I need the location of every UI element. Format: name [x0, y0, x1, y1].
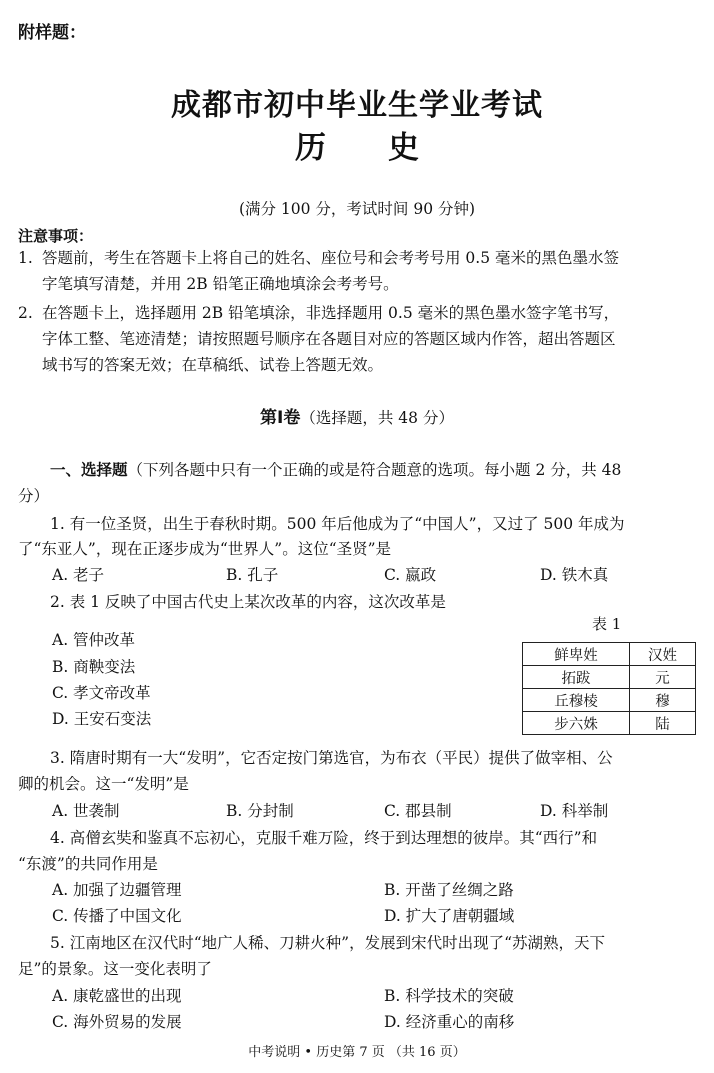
q1-option-d: D. 铁木真: [540, 566, 609, 584]
note-2-number: 2.: [18, 304, 33, 322]
section-label: 第Ⅰ卷: [260, 408, 301, 428]
q5-option-c: C. 海外贸易的发展: [52, 1013, 182, 1031]
table-row: [523, 666, 696, 689]
q2-option-c: C. 孝文帝改革: [52, 684, 151, 702]
q1-stem-line-1: 1. 有一位圣贤，出生于春秋时期。500 年后他成为了“中国人”，又过了 500 年成为: [50, 515, 625, 533]
note-1-line-1: 答题前，考生在答题卡上将自己的姓名、座位号和会考考号用 0.5 毫米的黑色墨水签: [42, 249, 620, 267]
score-info: (满分 100 分，考试时间 90 分钟): [238, 200, 476, 218]
q3-option-d: D. 科举制: [540, 802, 609, 820]
q5-option-a: A. 康乾盛世的出现: [52, 987, 182, 1005]
q1-option-b: B. 孔子: [226, 566, 279, 584]
table-header-row: [523, 643, 696, 666]
notes-heading: 注意事项：: [18, 227, 94, 245]
part-1-heading: [50, 457, 621, 483]
table-cell: 丘穆棱: [523, 689, 630, 712]
table-1-caption: 表 1: [592, 615, 622, 633]
q3-stem-line-1: 3. 隋唐时期有一大“发明”，它否定按门第选官，为布衣（平民）提供了做宰相、公: [50, 749, 613, 767]
table-row: [523, 689, 696, 712]
table-cell: 穆: [630, 689, 696, 712]
q4-option-a: A. 加强了边疆管理: [52, 881, 182, 899]
note-1-number: 1.: [18, 249, 33, 267]
q2-option-b: B. 商鞅变法: [52, 658, 136, 676]
section-title: [0, 405, 714, 431]
note-2-line-3: 域书写的答案无效；在草稿纸、试卷上答题无效。: [42, 356, 384, 374]
subject-title: 历 史: [295, 130, 419, 166]
exam-title: 成都市初中毕业生学业考试: [171, 88, 543, 123]
q3-option-b: B. 分封制: [226, 802, 294, 820]
q4-option-d: D. 扩大了唐朝疆域: [384, 907, 515, 925]
q5-option-b: B. 科学技术的突破: [384, 987, 514, 1005]
q3-option-a: A. 世袭制: [52, 802, 120, 820]
note-1-line-2: 字笔填写清楚，并用 2B 铅笔正确地填涂会考考号。: [42, 275, 399, 293]
sample-label: 附样题：: [18, 23, 86, 43]
table-header-cell: 汉姓: [630, 643, 696, 666]
q4-option-b: B. 开凿了丝绸之路: [384, 881, 514, 899]
page-footer: 中考说明 • 历史第 7 页 （共 16 页）: [248, 1045, 466, 1060]
table-cell: 元: [630, 666, 696, 689]
q2-stem: 2. 表 1 反映了中国古代史上某次改革的内容，这次改革是: [50, 593, 446, 611]
q2-option-a: A. 管仲改革: [52, 631, 136, 649]
q1-stem-line-2: 了“东亚人”，现在正逐步成为“世界人”。这位“圣贤”是: [18, 540, 392, 558]
q4-stem-line-1: 4. 高僧玄奘和鉴真不忘初心，克服千难万险，终于到达理想的彼岸。其“西行”和: [50, 829, 598, 847]
q5-stem-line-2: 足”的景象。这一变化表明了: [18, 960, 212, 978]
q4-stem-line-2: “东渡”的共同作用是: [18, 855, 158, 873]
table-cell: 陆: [630, 712, 696, 735]
q5-stem-line-1: 5. 江南地区在汉代时“地广人稀、刀耕火种”，发展到宋代时出现了“苏湖熟，天下: [50, 934, 605, 952]
q1-option-a: A. 老子: [52, 566, 105, 584]
table-1: [522, 642, 696, 735]
note-2-line-2: 字体工整、笔迹清楚；请按照题号顺序在各题目对应的答题区域内作答，超出答题区: [42, 330, 616, 348]
q5-option-d: D. 经济重心的南移: [384, 1013, 515, 1031]
q3-stem-line-2: 卿的机会。这一“发明”是: [18, 775, 189, 793]
table-row: [523, 712, 696, 735]
table-cell: 拓跋: [523, 666, 630, 689]
table-header-cell: 鲜卑姓: [523, 643, 630, 666]
note-2-line-1: 在答题卡上，选择题用 2B 铅笔填涂，非选择题用 0.5 毫米的黑色墨水签字笔书写，: [42, 304, 620, 322]
q4-option-c: C. 传播了中国文化: [52, 907, 182, 925]
table-cell: 步六姝: [523, 712, 630, 735]
q3-option-c: C. 郡县制: [384, 802, 452, 820]
part-1-desc-cont: 分）: [18, 487, 50, 505]
q1-option-c: C. 嬴政: [384, 566, 437, 584]
section-note: （选择题，共 48 分）: [300, 409, 454, 427]
q2-option-d: D. 王安石变法: [52, 710, 152, 728]
part-1-label: 一、选择题: [50, 461, 128, 479]
part-1-desc: （下列各题中只有一个正确的或是符合题意的选项。每小题 2 分，共 48: [127, 461, 622, 479]
